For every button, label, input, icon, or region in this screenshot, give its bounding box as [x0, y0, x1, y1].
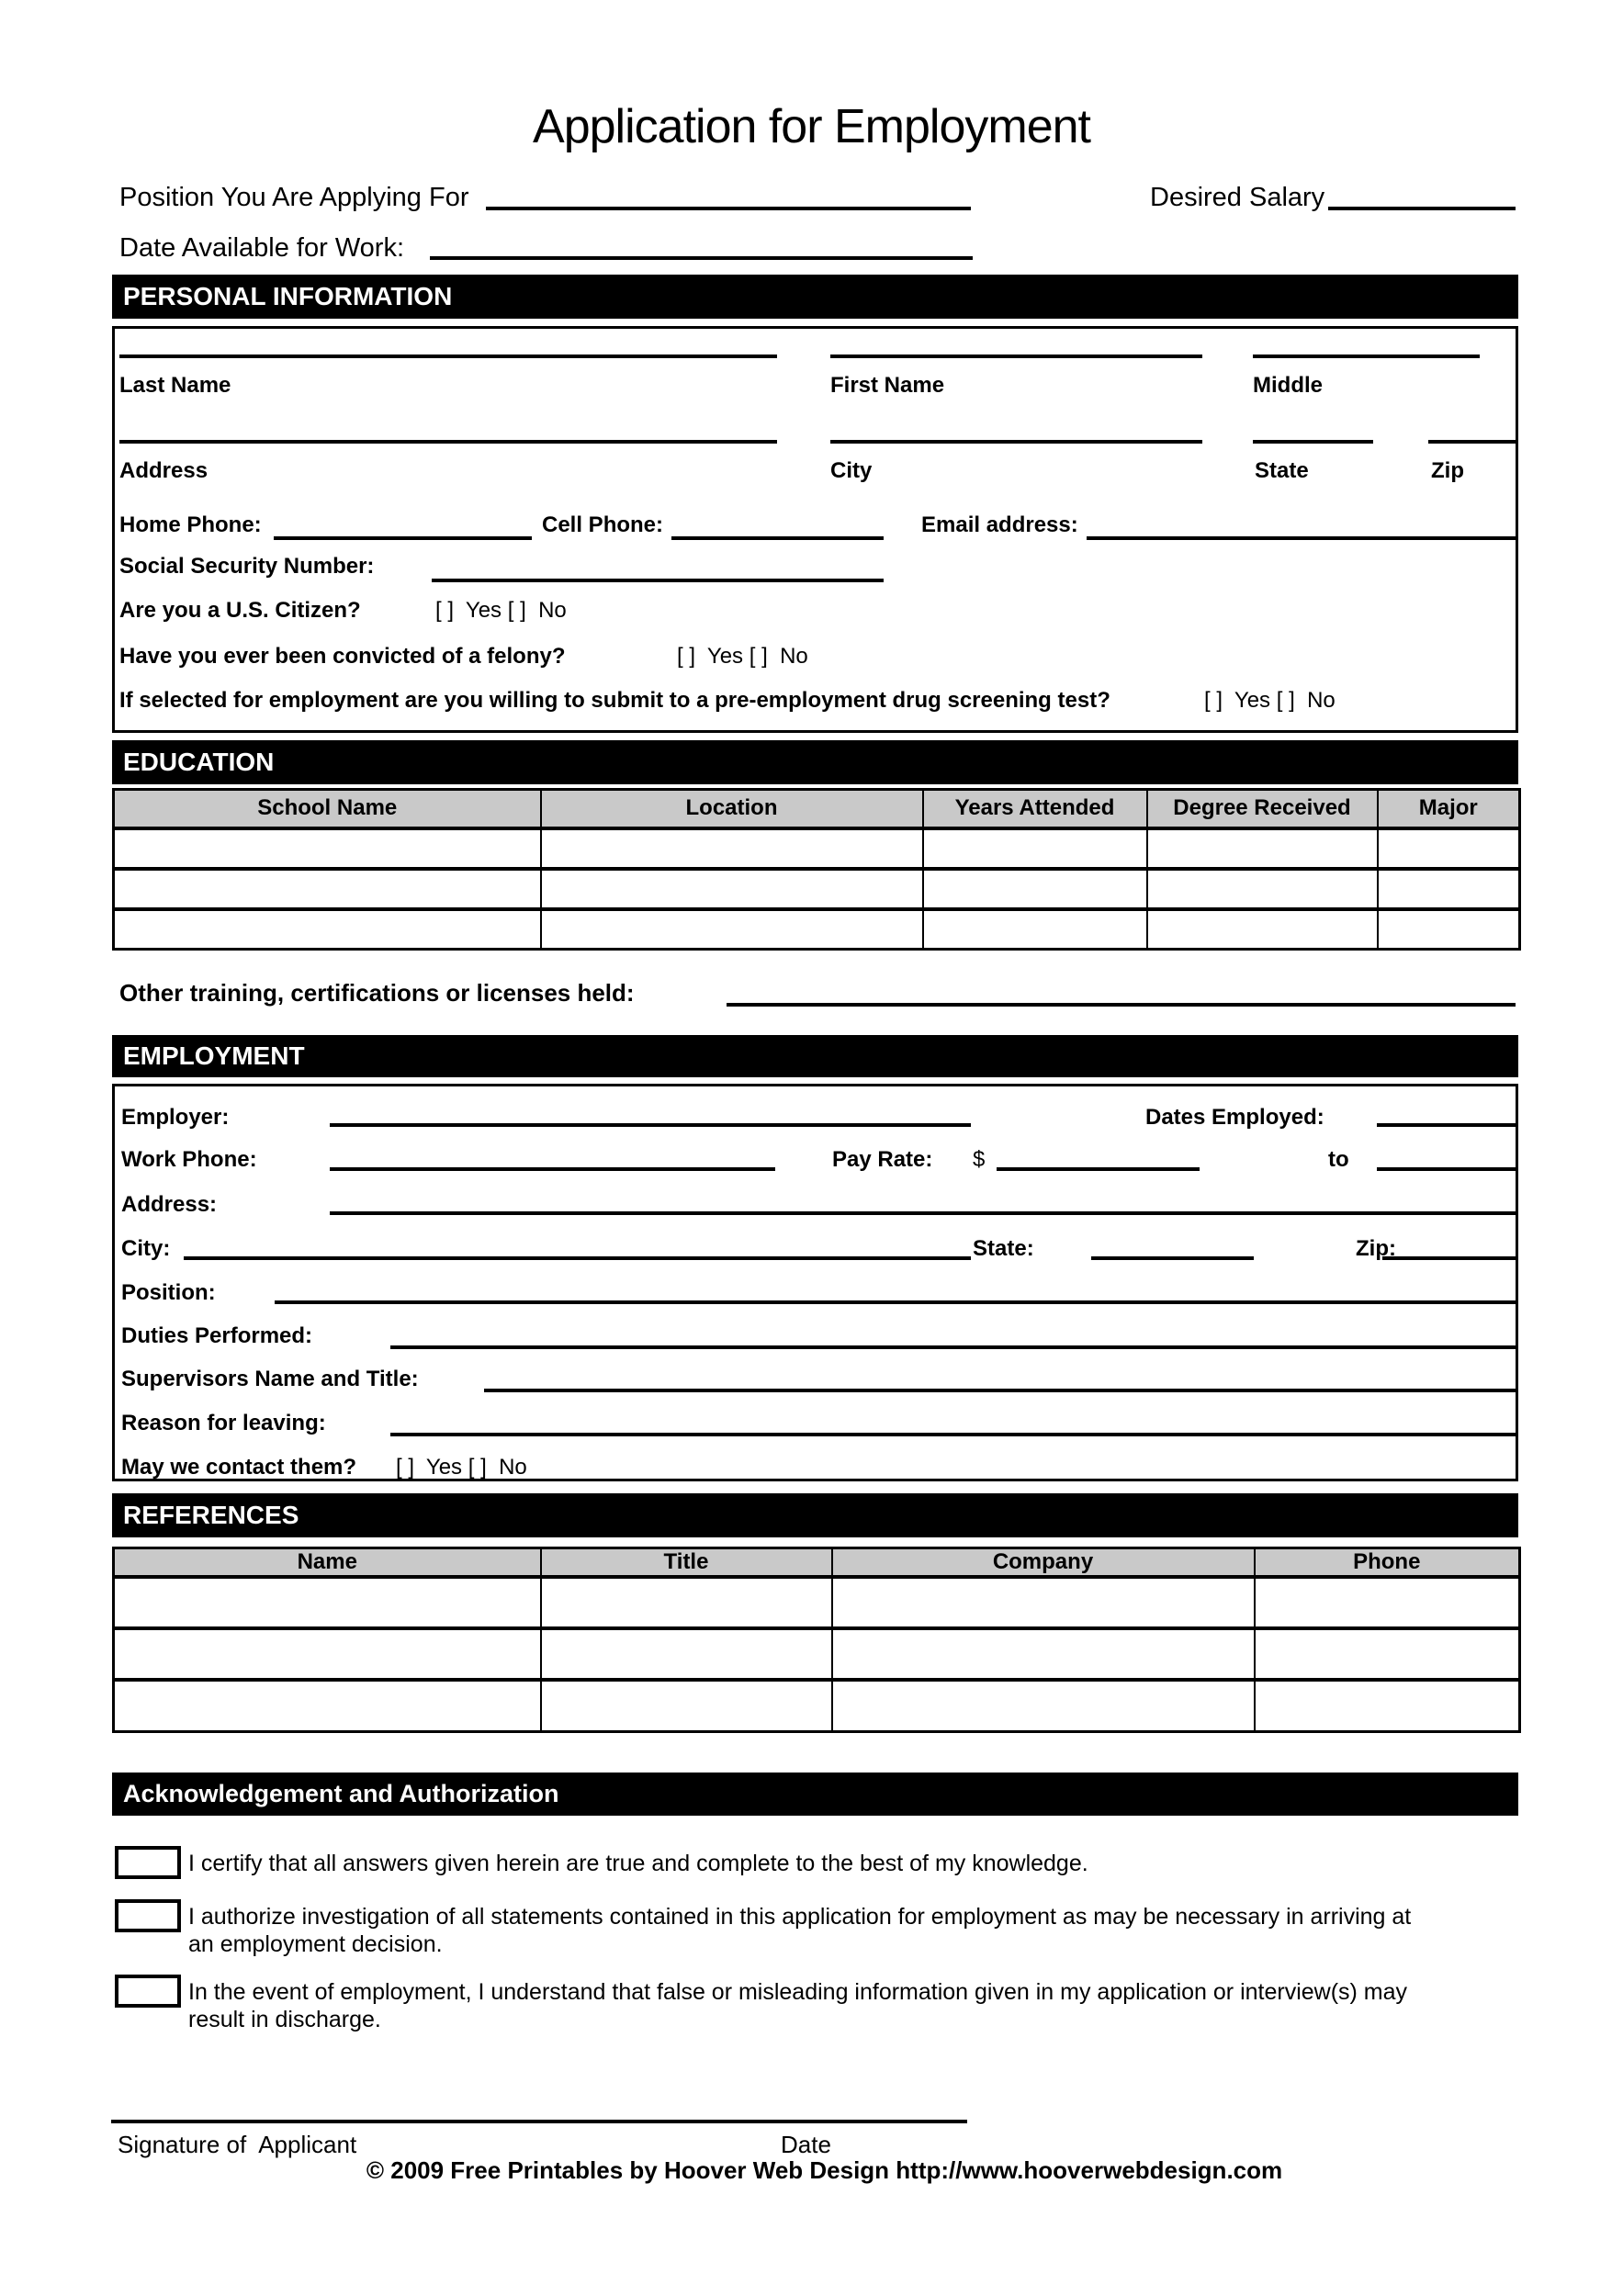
state-line[interactable] [1253, 440, 1373, 444]
email-label: Email address: [921, 512, 1078, 537]
copyright-notice: © 2009 Free Printables by Hoover Web Design http://www.hooverwebdesign.com [366, 2156, 1283, 2184]
employment-header-label: EMPLOYMENT [123, 1041, 305, 1070]
acknowledgement-header [112, 1773, 1518, 1816]
certify-statement: I certify that all answers given herein are true and complete to the best of my knowledge. [188, 1851, 1088, 1876]
position-applying-label: Position You Are Applying For [119, 183, 469, 212]
work-phone-label: Work Phone: [121, 1147, 257, 1172]
education-cell[interactable] [1147, 828, 1378, 869]
education-cell[interactable] [1147, 869, 1378, 909]
email-line[interactable] [1087, 536, 1516, 540]
education-cell[interactable] [923, 869, 1147, 909]
references-header-cell: Phone [1255, 1548, 1520, 1578]
desired-salary-label: Desired Salary [1150, 183, 1325, 212]
duties-label: Duties Performed: [121, 1323, 313, 1348]
education-cell[interactable] [1378, 909, 1520, 950]
reference-cell[interactable] [114, 1628, 541, 1680]
references-table [112, 1547, 1521, 1733]
acknowledgement-header-label: Acknowledgement and Authorization [123, 1780, 559, 1807]
references-header-cell: Name [114, 1548, 541, 1578]
last-name-line[interactable] [119, 355, 777, 358]
cell-phone-line[interactable] [671, 536, 884, 540]
education-cell[interactable] [114, 869, 541, 909]
signature-label: Signature of Applicant [118, 2131, 357, 2158]
education-header-cell: School Name [114, 790, 541, 828]
employment-header [112, 1035, 1518, 1077]
pay-rate-line[interactable] [997, 1167, 1200, 1171]
dates-employed-to-line[interactable] [1377, 1167, 1516, 1171]
employer-address-label: Address: [121, 1192, 218, 1217]
address-line[interactable] [119, 440, 777, 444]
zip-label: Zip [1431, 458, 1464, 483]
reference-cell[interactable] [541, 1680, 832, 1731]
education-header-cell: Degree Received [1147, 790, 1378, 828]
supervisor-label: Supervisors Name and Title: [121, 1367, 419, 1391]
position-applying-line[interactable] [486, 207, 971, 210]
pay-rate-dollar-sign: $ [973, 1147, 986, 1172]
false-info-statement-line2: result in discharge. [188, 2007, 381, 2032]
reference-cell[interactable] [832, 1628, 1255, 1680]
education-cell[interactable] [541, 869, 923, 909]
authorize-checkbox[interactable] [115, 1899, 181, 1932]
home-phone-label: Home Phone: [119, 512, 262, 537]
other-training-line[interactable] [727, 1003, 1516, 1007]
employer-state-line[interactable] [1091, 1256, 1254, 1260]
date-available-line[interactable] [430, 256, 973, 260]
felony-question: Have you ever been convicted of a felony? [119, 644, 566, 669]
position-label: Position: [121, 1280, 216, 1305]
employer-label: Employer: [121, 1105, 230, 1130]
employer-state-label: State: [973, 1236, 1034, 1261]
pay-rate-label: Pay Rate: [832, 1147, 933, 1172]
first-name-label: First Name [830, 373, 945, 398]
references-header [112, 1493, 1518, 1537]
references-header-cell: Company [832, 1548, 1255, 1578]
education-cell[interactable] [923, 909, 1147, 950]
employer-city-line[interactable] [184, 1256, 971, 1260]
education-header-cell: Major [1378, 790, 1520, 828]
city-line[interactable] [830, 440, 1202, 444]
date-available-label: Date Available for Work: [119, 233, 405, 263]
certify-checkbox[interactable] [115, 1846, 181, 1879]
drug-test-yes-no-checkboxes[interactable]: [ ] Yes [ ] No [1204, 688, 1336, 713]
reference-cell[interactable] [832, 1577, 1255, 1628]
dates-employed-from-line[interactable] [1377, 1123, 1516, 1127]
desired-salary-line[interactable] [1328, 207, 1516, 210]
employer-zip-label: Zip: [1356, 1236, 1396, 1261]
citizen-question: Are you a U.S. Citizen? [119, 598, 361, 623]
contact-yes-no-checkboxes[interactable]: [ ] Yes [ ] No [396, 1455, 527, 1480]
dates-employed-label: Dates Employed: [1145, 1105, 1324, 1130]
last-name-label: Last Name [119, 373, 231, 398]
personal-information-header [112, 275, 1518, 319]
education-cell[interactable] [541, 909, 923, 950]
duties-line[interactable] [390, 1345, 1516, 1349]
education-cell[interactable] [114, 909, 541, 950]
supervisor-line[interactable] [484, 1389, 1516, 1392]
contact-question: May we contact them? [121, 1455, 357, 1480]
home-phone-line[interactable] [274, 536, 532, 540]
date-label: Date [781, 2131, 831, 2158]
employer-address-line[interactable] [330, 1211, 1516, 1215]
employer-line[interactable] [330, 1123, 971, 1127]
state-label: State [1255, 458, 1309, 483]
false-info-checkbox[interactable] [115, 1975, 181, 2008]
education-table [112, 788, 1521, 951]
felony-yes-no-checkboxes[interactable]: [ ] Yes [ ] No [677, 644, 808, 669]
education-header-cell: Location [541, 790, 923, 828]
zip-line[interactable] [1428, 440, 1516, 444]
city-label: City [830, 458, 873, 483]
education-cell[interactable] [1378, 869, 1520, 909]
page-title: Application for Employment [533, 100, 1090, 153]
first-name-line[interactable] [830, 355, 1202, 358]
references-header-cell: Title [541, 1548, 832, 1578]
education-cell[interactable] [114, 828, 541, 869]
reason-leaving-line[interactable] [390, 1433, 1516, 1436]
cell-phone-label: Cell Phone: [542, 512, 664, 537]
education-cell[interactable] [1378, 828, 1520, 869]
reference-cell[interactable] [541, 1577, 832, 1628]
reference-cell[interactable] [541, 1628, 832, 1680]
citizen-yes-no-checkboxes[interactable]: [ ] Yes [ ] No [435, 598, 567, 623]
drug-test-question: If selected for employment are you willing to submit to a pre-employment drug screening test? [119, 688, 1110, 713]
reference-cell[interactable] [832, 1680, 1255, 1731]
employer-zip-line[interactable] [1382, 1256, 1516, 1260]
authorize-statement-line1: I authorize investigation of all statements contained in this application for employment as may be necessary in arriving at [188, 1904, 1412, 1930]
other-training-label: Other training, certifications or licenses held: [119, 979, 635, 1007]
education-cell[interactable] [923, 828, 1147, 869]
reason-leaving-label: Reason for leaving: [121, 1411, 326, 1435]
middle-name-label: Middle [1253, 373, 1323, 398]
education-header [112, 740, 1518, 784]
education-header-cell: Years Attended [923, 790, 1147, 828]
education-cell[interactable] [541, 828, 923, 869]
reference-cell[interactable] [1255, 1680, 1520, 1731]
middle-name-line[interactable] [1253, 355, 1480, 358]
position-line[interactable] [275, 1300, 1516, 1304]
reference-cell[interactable] [1255, 1628, 1520, 1680]
personal-information-header-label: PERSONAL INFORMATION [123, 282, 453, 310]
references-header-label: REFERENCES [123, 1501, 299, 1529]
ssn-line[interactable] [432, 579, 884, 582]
reference-cell[interactable] [114, 1577, 541, 1628]
work-phone-line[interactable] [330, 1167, 775, 1171]
false-info-statement-line1: In the event of employment, I understand that false or misleading information given in my application or interview(s) may [188, 1979, 1408, 2005]
address-label: Address [119, 458, 209, 483]
reference-cell[interactable] [1255, 1577, 1520, 1628]
education-header-label: EDUCATION [123, 748, 275, 776]
education-cell[interactable] [1147, 909, 1378, 950]
ssn-label: Social Security Number: [119, 554, 375, 579]
employer-city-label: City: [121, 1236, 171, 1261]
dates-employed-to-label: to [1328, 1147, 1349, 1172]
authorize-statement-line2: an employment decision. [188, 1931, 443, 1957]
signature-line[interactable] [111, 2120, 967, 2123]
reference-cell[interactable] [114, 1680, 541, 1731]
